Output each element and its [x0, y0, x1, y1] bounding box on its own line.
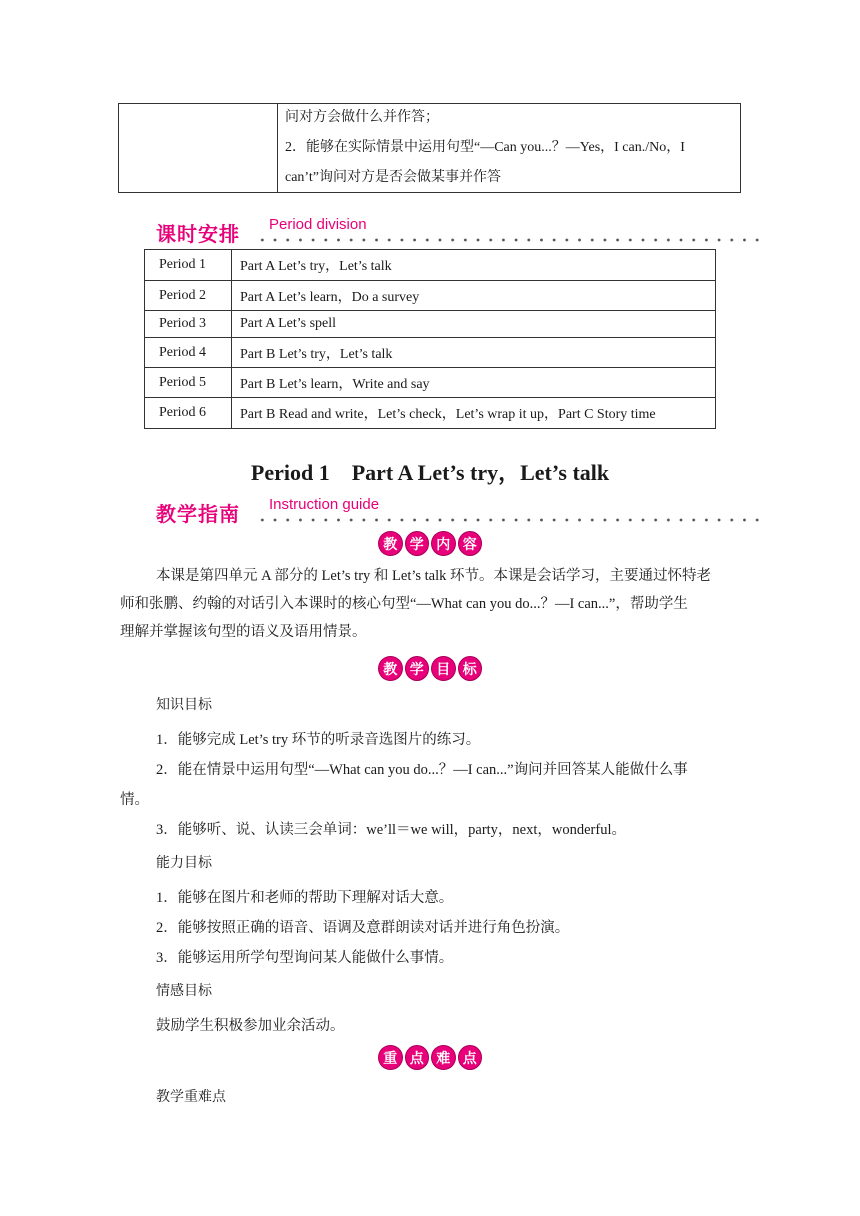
period-division-title-en: Period division: [269, 216, 367, 233]
ability-item-2: 2．能够按照正确的语音、语调及意群朗读对话并进行角色扮演。: [156, 920, 570, 936]
teaching-objectives-badge: [378, 656, 482, 682]
badge-char: 难: [431, 1045, 456, 1070]
period-division-title-cn: 课时安排: [156, 222, 240, 246]
paragraph-line: 师和张鹏、约翰的对话引入本课时的核心句型“—What can you do...？—I can...”，帮助学生: [120, 596, 688, 612]
knowledge-heading: 知识目标: [156, 697, 212, 713]
badge-char: 学: [405, 656, 430, 681]
period-cell: Period 2: [145, 281, 232, 311]
badge-char: 重: [378, 1045, 403, 1070]
key-points-badge: [378, 1045, 482, 1071]
badge-char: 学: [405, 531, 430, 556]
key-difficult-heading: 教学重难点: [156, 1089, 226, 1105]
content-cell: Part A Let’s try，Let’s talk: [232, 250, 716, 281]
instruction-guide-header: [156, 498, 766, 528]
content-cell: Part A Let’s learn，Do a survey: [232, 281, 716, 311]
objective-line-3: can’t”询问对方是否会做某事并作答: [285, 170, 501, 185]
badge-char: 容: [458, 531, 483, 556]
table-row: [145, 311, 716, 338]
paragraph-line: 本课是第四单元 A 部分的 Let’s try 和 Let’s talk 环节。本课是会话学习，主要通过怀特老: [156, 568, 712, 584]
table-divider: [277, 104, 278, 192]
instruction-guide-title-cn: 教学指南: [156, 502, 240, 526]
period-cell: Period 1: [145, 250, 232, 281]
ability-item-1: 1．能够在图片和老师的帮助下理解对话大意。: [156, 890, 454, 906]
ability-heading: 能力目标: [156, 855, 212, 871]
badge-char: 内: [431, 531, 456, 556]
badge-char: 点: [405, 1045, 430, 1070]
content-cell: Part A Let’s spell: [232, 311, 716, 338]
badge-char: 教: [378, 531, 403, 556]
period-table: [144, 249, 716, 429]
table-row: [145, 368, 716, 398]
badge-char: 点: [458, 1045, 483, 1070]
period-division-header: [156, 218, 766, 248]
period-cell: Period 5: [145, 368, 232, 398]
ability-item-3: 3．能够运用所学句型询问某人能做什么事情。: [156, 950, 454, 966]
badge-char: 目: [431, 656, 456, 681]
knowledge-item-2: 2．能在情景中运用句型“—What can you do...？—I can...”询问并回答某人能做什么事: [156, 762, 688, 778]
table-row: [145, 338, 716, 368]
knowledge-item-3: 3．能够听、说、认读三会单词：we’ll＝we will，party，next，wonderful。: [156, 822, 626, 838]
period-cell: Period 4: [145, 338, 232, 368]
badge-char: 标: [458, 656, 483, 681]
content-cell: Part B Let’s learn，Write and say: [232, 368, 716, 398]
dotted-rule: [256, 238, 766, 242]
table-row: [145, 281, 716, 311]
table-row: [145, 398, 716, 429]
period-title: Period 1 Part A Let’s try，Let’s talk: [250, 460, 610, 485]
knowledge-item-1: 1．能够完成 Let’s try 环节的听录音选图片的练习。: [156, 732, 481, 748]
period-cell: Period 6: [145, 398, 232, 429]
paragraph-line: 理解并掌握该句型的语义及语用情景。: [120, 624, 367, 640]
period-cell: Period 3: [145, 311, 232, 338]
objective-line-2: 2．能够在实际情景中运用句型“—Can you...？—Yes，I can./No，I: [285, 140, 685, 155]
badge-char: 教: [378, 656, 403, 681]
teaching-content-badge: [378, 531, 482, 557]
table-row: [145, 250, 716, 281]
content-cell: Part B Read and write，Let’s check，Let’s wrap it up，Part C Story time: [232, 398, 716, 429]
dotted-rule: [256, 518, 766, 522]
content-cell: Part B Let’s try，Let’s talk: [232, 338, 716, 368]
instruction-guide-title-en: Instruction guide: [269, 496, 380, 513]
emotion-heading: 情感目标: [156, 983, 212, 999]
knowledge-item-2-cont: 情。: [120, 792, 149, 808]
emotion-item-1: 鼓励学生积极参加业余活动。: [156, 1018, 345, 1034]
content-paragraph: [120, 562, 742, 646]
objective-line-1: 问对方会做什么并作答；: [285, 110, 439, 125]
